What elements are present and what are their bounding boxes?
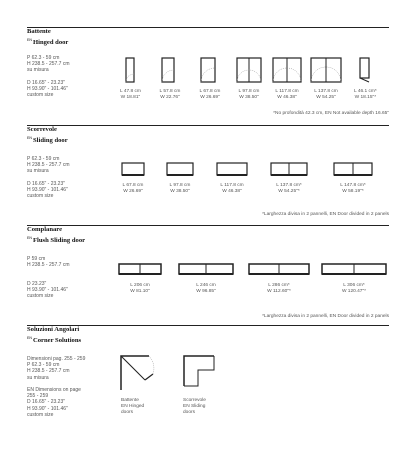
door-option: L 137.8 cm W 54.25" <box>309 55 343 101</box>
section-title: Battente <box>27 28 51 35</box>
panel-note: *Larghezza divisa in 2 pannelli, EN Door divided in 2 panels <box>262 314 389 319</box>
double-hinged-door-icon <box>309 55 343 85</box>
door-option: L 137.8 cm* W 54.25"* <box>269 159 309 195</box>
hinged-door-icon <box>197 55 223 85</box>
door-option: L 117.8 cm W 46.38" <box>271 55 303 101</box>
section-subtitle: $^{EN}$Corner Solutions <box>27 336 82 345</box>
corner-hinged-door-icon <box>119 354 155 392</box>
door-option: L 46.1 cm* W 18.15"* <box>354 55 377 101</box>
door-option: L 286 cm* W 112.60"* <box>247 259 311 295</box>
sliding-door-icon <box>215 159 249 179</box>
sliding-door-icon <box>165 159 195 179</box>
flush-sliding-door-icon <box>247 259 311 279</box>
hinged-door-icon <box>120 55 140 85</box>
panel-note: *Larghezza divisa in 2 pannelli, EN Door divided in 2 panels <box>262 212 389 217</box>
sliding-door-icon <box>120 159 146 179</box>
section-sliding-door <box>27 126 389 221</box>
dimensions-text: P 62.3 - 59 cm H 238.5 - 257.7 cm su misura D 16.65" - 23.23" H 93.90" - 101.46" custom size <box>27 55 70 99</box>
door-option: L 117.8 cm W 46.38" <box>215 159 249 195</box>
section-title: Complanare <box>27 226 63 233</box>
double-sliding-door-icon <box>332 159 374 179</box>
section-flush-sliding-door <box>27 226 389 321</box>
double-sliding-door-icon <box>269 159 309 179</box>
door-option: L 306 cm* W 120.47"* <box>320 259 388 295</box>
corner-caption: Scorrevole EN Sliding doors <box>183 398 206 415</box>
section-subtitle: $^{EN}$Hinged door <box>27 38 69 47</box>
door-option: L 67.8 cm W 26.69" <box>120 159 146 195</box>
dimensions-text: Dimensioni pag. 255 - 259 P 62.3 - 59 cm H 238.5 - 257.7 cm su misura EN Dimensions on page 255 - 259 D 16.65" - 23.23" H 93.90" - 101.46" custom size <box>27 356 86 418</box>
corner-caption: Battente EN Hinged doors <box>121 398 145 415</box>
door-option: L 97.8 cm W 38.50" <box>234 55 264 101</box>
section-corner-solutions <box>27 326 389 446</box>
door-option: L 57.8 cm W 22.76" <box>158 55 182 101</box>
door-option: L 206 cm W 81.10" <box>117 259 163 295</box>
double-hinged-door-icon <box>234 55 264 85</box>
double-hinged-door-icon <box>271 55 303 85</box>
dimensions-text: P 59 cm H 238.5 - 257.7 cm D 23.23" H 93.90" - 101.46" custom size <box>27 256 70 300</box>
availability-note: *No profondità 42.3 cm, EN Not available depth 16.65" <box>273 111 389 116</box>
door-option: L 47.8 cm W 18.81" <box>120 55 141 101</box>
door-option: L 67.8 cm W 26.69" <box>197 55 223 101</box>
door-option: L 246 cm W 96.85" <box>177 259 235 295</box>
section-title: Scorrevole <box>27 126 57 133</box>
dimensions-text: P 62.3 - 59 cm H 238.5 - 257.7 cm su misura D 16.65" - 23.23" H 93.90" - 101.46" custom size <box>27 156 70 200</box>
flush-sliding-door-icon <box>117 259 163 279</box>
section-subtitle: $^{EN}$Sliding door <box>27 136 68 145</box>
section-subtitle: $^{EN}$Flush Sliding door <box>27 236 86 245</box>
hinged-door-icon <box>158 55 182 85</box>
door-option: L 147.8 cm* W 58.19"* <box>332 159 374 195</box>
corner-sliding-door-icon <box>182 354 216 388</box>
door-option: L 97.8 cm W 38.50" <box>165 159 195 195</box>
hinged-door-icon <box>355 55 375 85</box>
flush-sliding-door-icon <box>320 259 388 279</box>
section-title: Soluzioni Angolari <box>27 326 80 333</box>
flush-sliding-door-icon <box>177 259 235 279</box>
section-hinged-door <box>27 28 389 123</box>
